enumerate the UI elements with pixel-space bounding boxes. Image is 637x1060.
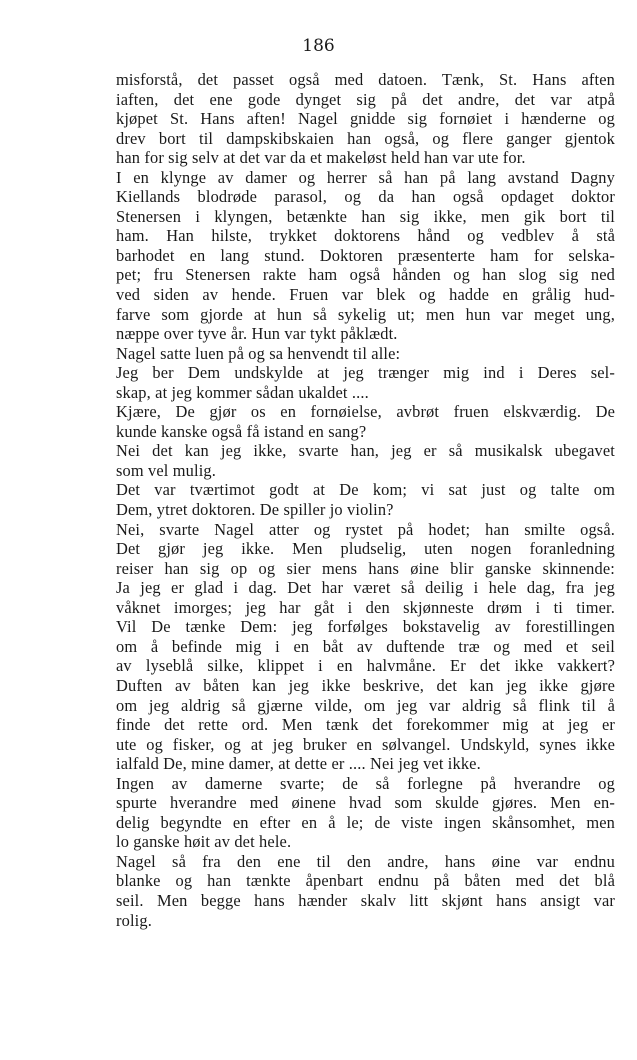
text-line: finde det rette ord. Men tænk det forekommer mig at jeg er [116,715,615,735]
text-line: Nagel satte luen på og sa henvendt til alle: [116,343,401,363]
text-line: lo ganske høit av det hele. [116,832,292,852]
text-line: blanke og han tænkte åpenbart endnu på båten med det blå [116,871,615,891]
text-line: skap, at jeg kommer sådan ukaldet .... [116,382,369,402]
text-line: ute og fisker, og at jeg bruker en sølvangel. Undskyld, synes ikke [116,734,615,754]
text-line: drev bort til dampskibskaien han også, og flere ganger gjentok [116,128,615,148]
text-line: han for sig selv at det var da et makeløst held han var ute for. [116,148,526,168]
text-line: delig begyndte en efter en å le; de viste ingen skånsomhet, men [116,812,615,832]
text-line: ialfald De, mine damer, at dette er .... Nei jeg vet ikke. [116,754,481,774]
text-line: om å befinde mig i en båt av duftende træ og med et seil [116,636,615,656]
text-line: seil. Men begge hans hænder skalv litt skjønt hans ansigt var [116,890,615,910]
text-line: kjøpet St. Hans aften! Nagel gnidde sig fornøiet i hænderne og [116,109,615,129]
text-line: Nei, svarte Nagel atter og rystet på hodet; han smilte også. [116,519,615,539]
text-line: Det var tværtimot godt at De kom; vi sat just og talte om [116,480,615,500]
text-line: iaften, det ene gode dynget sig på det andre, det var atpå [116,89,615,109]
text-line: reiser han sig op og sier mens hans øine blir ganske skinnende: [116,558,615,578]
text-line: Stenersen i klyngen, betænkte han sig ikke, men gik bort til [116,206,615,226]
text-line: I en klynge av damer og herrer så han på lang avstand Dagny [116,167,615,187]
text-line: pet; fru Stenersen rakte ham også hånden og han slog sig ned [116,265,615,285]
text-line: næppe over tyve år. Hun var tykt påklædt. [116,324,398,344]
text-line: våknet imorges; jeg har gåt i den skjønneste drøm i ti timer. [116,597,615,617]
text-line: Ja jeg er glad i dag. Det har været så deilig i hele dag, fra jeg [116,578,615,598]
text-line: spurte hverandre med øinene hvad som skulde gjøres. Men en- [116,793,615,813]
text-line: Duften av båten kan jeg ikke beskrive, det kan jeg ikke gjøre [116,675,615,695]
text-line: Jeg ber Dem undskylde at jeg trænger mig ind i Deres sel- [116,363,615,383]
text-line: misforstå, det passet også med datoen. Tænk, St. Hans aften [116,70,615,89]
text-line: Kjære, De gjør os en fornøielse, avbrøt fruen elskværdig. De [116,402,615,422]
text-line: rolig. [116,910,152,930]
text-line: ham. Han hilste, trykket doktorens hånd og vedblev å stå [116,226,615,246]
text-line: Vil De tænke Dem: jeg forfølges bokstavelig av forestillingen [116,617,615,637]
text-line: Det gjør jeg ikke. Men pludselig, uten nogen foranledning [116,539,615,559]
text-line: barhodet en lang stund. Doktoren præsenterte ham for selska- [116,245,615,265]
body-text [116,70,615,930]
text-line: Kiellands blodrøde parasol, og da han også opdaget doktor [116,187,615,207]
text-line: av lyseblå silke, klippet i en halvmåne. Er det ikke vakkert? [116,656,615,676]
text-line: som vel mulig. [116,460,216,480]
text-line: om jeg aldrig så gjærne vilde, om jeg var aldrig så flink til å [116,695,615,715]
text-line: Dem, ytret doktoren. De spiller jo violin? [116,500,394,520]
text-line: Ingen av damerne svarte; de så forlegne på hverandre og [116,773,615,793]
text-line: Nei det kan jeg ikke, svarte han, jeg er så musikalsk ubegavet [116,441,615,461]
text-line: farve som gjorde at hun så sykelig ut; men hun var meget ung, [116,304,615,324]
page-number: 186 [302,36,335,56]
text-line: Nagel så fra den ene til den andre, hans øine var endnu [116,851,615,871]
text-line: ved siden av hende. Fruen var blek og hadde en grålig hud- [116,285,615,305]
text-line: kunde kanske også få istand en sang? [116,421,367,441]
